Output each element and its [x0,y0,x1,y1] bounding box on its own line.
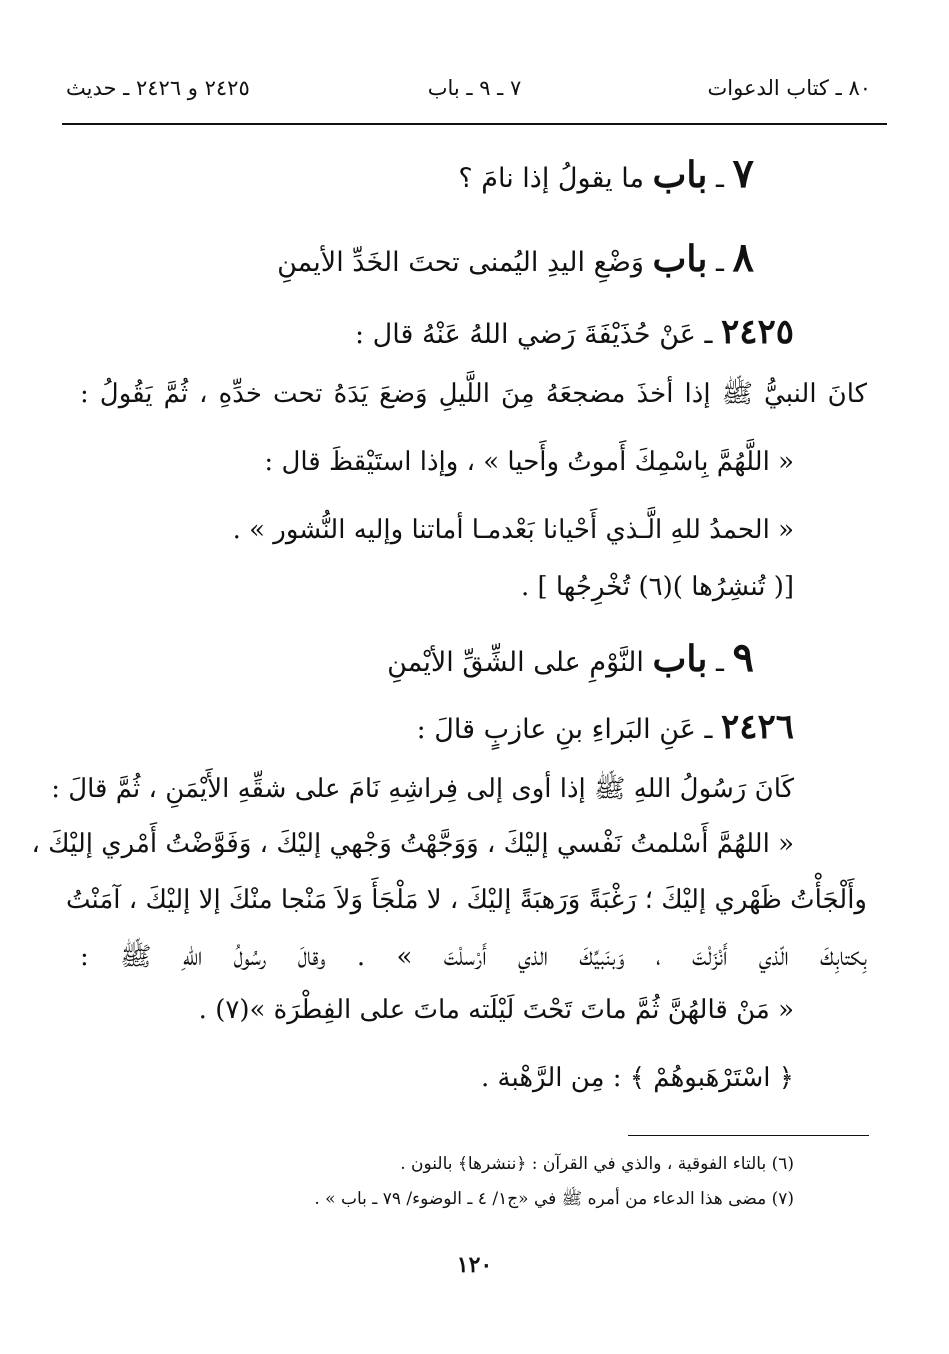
hadith-2425-line-2: « اللَّهُمَّ بِاسْمِكَ أَموتُ وأَحيا » ، وإذا استَيْقظَ قال : [264,447,794,477]
hadith-number: ٢٤٢٦ [720,707,794,747]
hadith-2425-intro [355,312,794,352]
header-divider [62,123,887,125]
heading-bab: باب [652,154,708,196]
section-heading-9 [387,634,754,681]
hadith-2426-line-1: كَانَ رَسُولُ اللهِ ﷺ إذا أوى إلى فِراشِهِ نَامَ على شقِّهِ الأَيْمَنِ ، ثُمَّ قالَ : [51,774,794,804]
page-number: ١٢٠ [456,1252,493,1278]
header-section: ٧ ـ ٩ ـ باب [427,76,522,100]
hadith-2425-line-1: كانَ النبيُّ ﷺ إذا أخذَ مضجعَهُ مِنَ اللَّيلِ وَضعَ يَدَهُ تحت خدِّهِ ، ثُمَّ يَقُولُ : [80,379,867,409]
heading-bab: باب [652,238,708,280]
heading-title: ما يقولُ إذا نامَ ؟ [458,163,644,194]
header-chapter: ٨٠ ـ كتاب الدعوات [707,76,871,100]
section-heading-8 [277,234,754,281]
heading-title: وَضْعِ اليدِ اليُمنى تحتَ الخَدِّ الأيمنِ [277,247,644,278]
hadith-isnad: ـ عَنِ البَراءِ بنِ عازبٍ قالَ : [416,714,713,745]
heading-title: النَّوْمِ على الشِّقِّ الأيْمنِ [387,647,644,678]
hadith-2426-line-2: « اللهُمَّ أَسْلمتُ نَفْسي إليْكَ ، وَوَجَّهْتُ وَجْهي إليْكَ ، وَفَوَّضْتُ أَمْري إليْكَ ، [31,829,794,859]
hadith-2426-line-4: بِكتابِكَ الّذي أَنْزَلْتَ ، وَبنَبيِّكَ الذي أَرْسلْتَ » . وقالَ رسُولُ اللهِ ﷺ : [80,942,867,972]
heading-separator: ـ [716,247,724,278]
hadith-2425-gloss: [( تُنشِرُها )(٦) تُخْرِجُها ] . [520,572,794,602]
heading-separator: ـ [716,647,724,678]
header-hadith-range: ٢٤٢٥ و ٢٤٢٦ ـ حديث [66,76,250,100]
hadith-2426-intro [417,707,794,747]
heading-separator: ـ [716,163,724,194]
heading-number: ٨ [732,234,754,281]
heading-number: ٩ [732,634,754,681]
hadith-2426-line-3: وأَلْجَأْتُ ظَهْري إليْكَ ؛ رَغْبَةً وَرَهبَةً إليْكَ ، لا مَلْجَأَ وَلاَ مَنْجا منْكَ إلا إليْكَ ، آمَنْتُ [66,885,867,915]
hadith-2426-line-5: « مَنْ قالهُنَّ ثُمَّ ماتَ تَحْتَ لَيْلَته ماتَ على الفِطْرَة »(٧) . [198,995,794,1025]
hadith-number: ٢٤٢٥ [720,312,794,352]
footnote-7: (٧) مضى هذا الدعاء من أمره ﷺ في «ج١/ ٤ ـ الوضوء/ ٧٩ ـ باب » . [314,1189,794,1209]
heading-number: ٧ [732,150,754,197]
footnote-6: (٦) بالتاء الفوقية ، والذي في القرآن : ﴿ننشرها﴾ بالنون . [400,1154,794,1174]
hadith-isnad: ـ عَنْ حُذَيْفَةَ رَضي اللهُ عَنْهُ قال : [355,319,713,350]
heading-bab: باب [652,638,708,680]
hadith-2426-gloss: ﴿ اسْتَرْهَبوهُمْ ﴾ : مِن الرَّهْبة . [481,1063,794,1093]
hadith-2425-line-3: « الحمدُ للهِ الَّـذي أَحْيانا بَعْدمـا أماتنا وإليه النُّشور » . [232,515,794,545]
section-heading-7 [458,150,754,197]
footnote-divider [628,1135,869,1136]
